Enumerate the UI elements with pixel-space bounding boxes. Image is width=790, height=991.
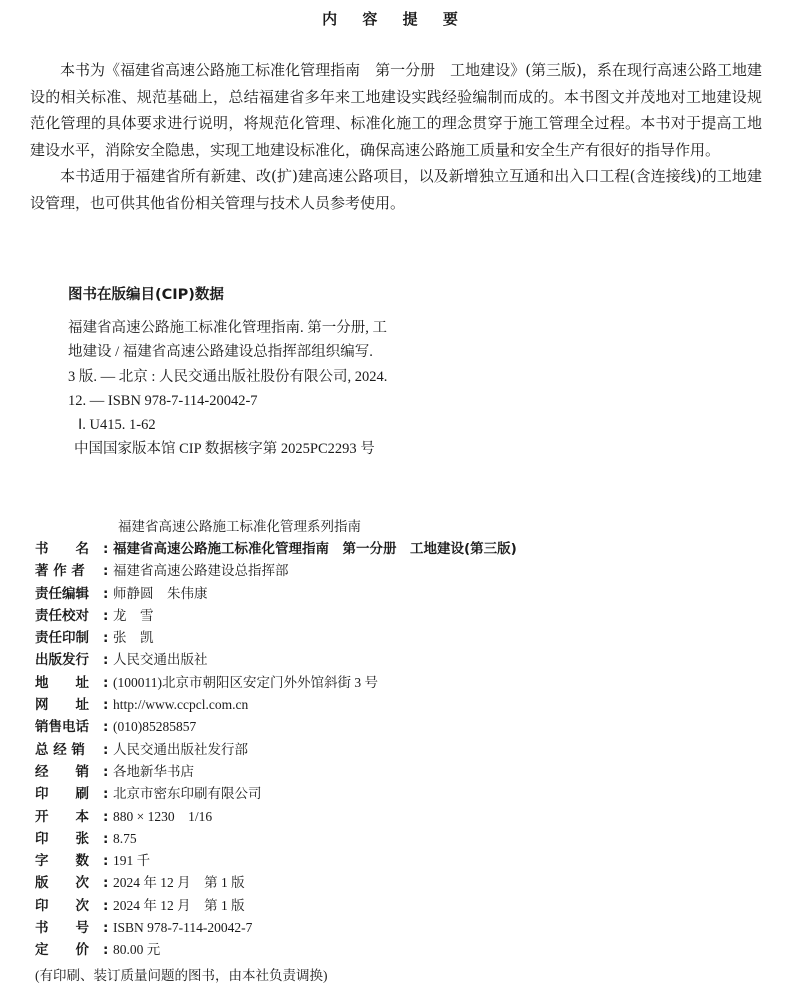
colophon-label: 总 经 销 (35, 741, 85, 758)
colophon-colon: : (103, 786, 109, 803)
summary-paragraph-1: 本书为《福建省高速公路施工标准化管理指南 第一分册 工地建设》(第三版)，系在现行高速公路工地建设的相关标准、规范基础上，总结福建省多年来工地建设实践经验编制而成的。本书图文并茂地对工地建设规范化管理的具体要求进行说明，将规范化管理、标准化施工的理念贯穿于施工管理全过程。本书对于提高工地建设水平，消除安全隐患，实现工地建设标准化，确保高速公路施工质量和安全生产有很好的指导作用。 (30, 61, 762, 159)
colophon-value: 各地新华书店 (113, 763, 194, 779)
colophon-colon: : (103, 563, 109, 580)
colophon-row (35, 538, 775, 560)
colophon-label: 责任编辑 (35, 585, 89, 602)
footer-note: (有印刷、装订质量问题的图书，由本社负责调换) (35, 968, 328, 983)
cip-line: 12. — ISBN 978-7-114-20042-7 (68, 392, 258, 409)
colophon-value: 北京市密东印刷有限公司 (113, 786, 262, 802)
colophon-row (35, 716, 775, 738)
colophon-value: 龙 雪 (113, 607, 154, 623)
colophon-colon: : (103, 897, 109, 914)
colophon-label: 书 号 (35, 920, 89, 937)
colophon-colon: : (103, 920, 109, 937)
colophon-row (35, 649, 775, 671)
colophon-label: 地 址 (35, 674, 89, 691)
colophon-label: 印 次 (35, 897, 89, 914)
colophon-colon: : (103, 875, 109, 892)
colophon-row (35, 672, 775, 694)
cip-line: 福建省高速公路施工标准化管理指南. 第一分册, 工 (68, 320, 387, 336)
colophon-colon: : (103, 541, 109, 557)
colophon-value: ISBN 978-7-114-20042-7 (113, 920, 253, 936)
colophon-table (35, 538, 775, 962)
colophon-colon: : (103, 853, 109, 870)
colophon-label: 版 次 (35, 875, 89, 892)
colophon-label: 字 数 (35, 853, 89, 870)
colophon-colon: : (103, 630, 109, 647)
colophon-colon: : (103, 674, 109, 691)
summary-paragraph-2: 本书适用于福建省所有新建、改(扩)建高速公路项目，以及新增独立互通和出入口工程(含连接线)的工地建设管理，也可供其他省份相关管理与技术人员参考使用。 (30, 167, 762, 212)
colophon-row (35, 560, 775, 582)
cip-line: 地建设 / 福建省高速公路建设总指挥部组织编写. (68, 344, 373, 361)
colophon-value: 人民交通出版社 (113, 652, 208, 668)
colophon-label: 著 作 者 (35, 563, 85, 580)
colophon-colon: : (103, 585, 109, 602)
colophon-value: 2024 年 12 月 第 1 版 (113, 875, 245, 891)
colophon-row (35, 783, 775, 805)
colophon-value: 80.00 元 (113, 942, 161, 958)
colophon-row (35, 917, 775, 939)
colophon-row (35, 605, 775, 627)
colophon-row (35, 939, 775, 961)
colophon-row (35, 583, 775, 605)
colophon-value: 人民交通出版社发行部 (113, 741, 248, 757)
colophon-value: 师静圆 朱伟康 (113, 585, 208, 601)
website-link[interactable]: http://www.ccpcl.com.cn (113, 697, 249, 713)
colophon-label: 印 刷 (35, 786, 89, 803)
colophon-label: 责任印制 (35, 630, 89, 647)
colophon-value: 2024 年 12 月 第 1 版 (113, 897, 245, 913)
cip-line: 3 版. — 北京 : 人民交通出版社股份有限公司, 2024. (68, 368, 388, 385)
colophon-colon: : (103, 808, 109, 825)
colophon-label: 销售电话 (35, 719, 89, 736)
colophon-label: 网 址 (35, 697, 89, 714)
colophon-label: 印 张 (35, 830, 89, 847)
colophon-row (35, 694, 775, 716)
colophon-colon: : (103, 697, 109, 714)
page-title: 内 容 提 要 (322, 10, 468, 28)
colophon-row (35, 895, 775, 917)
colophon-row (35, 627, 775, 649)
colophon-value: (100011)北京市朝阳区安定门外外馆斜街 3 号 (113, 674, 378, 690)
colophon-row (35, 850, 775, 872)
colophon-row (35, 739, 775, 761)
colophon-value: 福建省高速公路建设总指挥部 (113, 563, 289, 579)
colophon-colon: : (103, 719, 109, 736)
cip-heading: 图书在版编目(CIP)数据 (68, 287, 224, 303)
colophon-row (35, 806, 775, 828)
colophon-row (35, 872, 775, 894)
colophon-label: 经 销 (35, 763, 89, 780)
colophon-value: (010)85285857 (113, 719, 197, 735)
colophon-label: 书 名 (35, 541, 89, 557)
colophon-value: 张 凯 (113, 630, 154, 646)
colophon-colon: : (103, 741, 109, 758)
series-title: 福建省高速公路施工标准化管理系列指南 (118, 519, 361, 534)
colophon-label: 定 价 (35, 942, 89, 959)
colophon-value: 880 × 1230 1/16 (113, 808, 213, 824)
colophon-colon: : (103, 942, 109, 959)
colophon-label: 开 本 (35, 808, 89, 825)
colophon-row (35, 761, 775, 783)
cip-block (68, 316, 468, 462)
summary-section (30, 0, 762, 216)
colophon-colon: : (103, 607, 109, 624)
colophon-value: 8.75 (113, 830, 137, 846)
colophon-colon: : (103, 830, 109, 847)
cip-line: Ⅰ. U415. 1-62 (78, 417, 156, 434)
colophon-colon: : (103, 652, 109, 669)
colophon-value: 福建省高速公路施工标准化管理指南 第一分册 工地建设(第三版) (113, 541, 517, 557)
colophon-value: 191 千 (113, 853, 151, 869)
colophon-label: 责任校对 (35, 607, 89, 624)
colophon-row (35, 828, 775, 850)
colophon-colon: : (103, 763, 109, 780)
colophon-label: 出版发行 (35, 652, 89, 669)
cip-line: 中国国家版本馆 CIP 数据核字第 2025PC2293 号 (74, 441, 375, 458)
